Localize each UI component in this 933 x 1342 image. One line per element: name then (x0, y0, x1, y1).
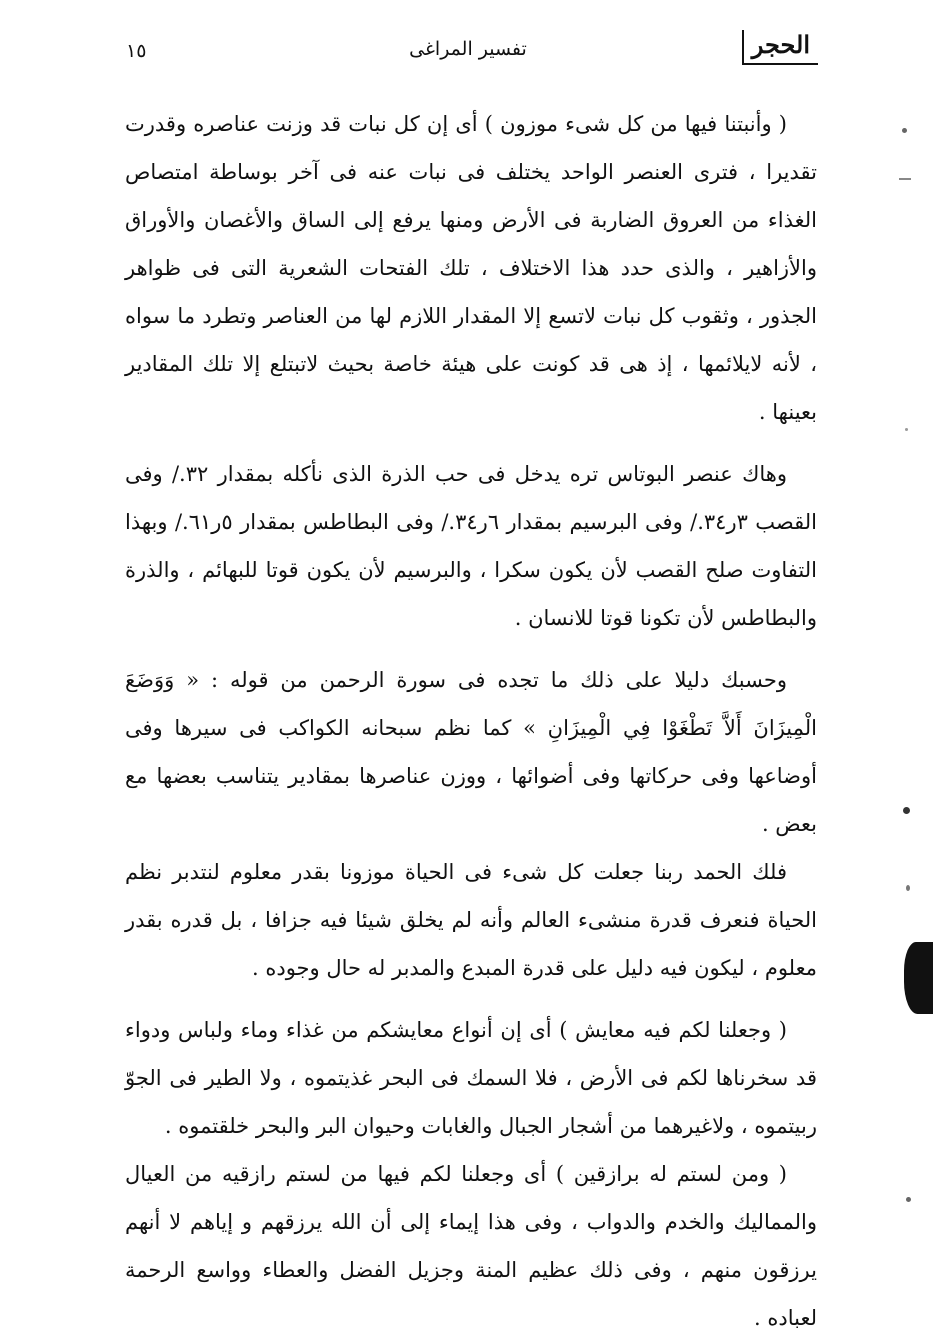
scan-speck (902, 128, 907, 133)
chapter-name: الحجر (742, 30, 818, 65)
page-body (125, 100, 817, 1342)
ink-blot (904, 942, 933, 1014)
paragraph-5: ( وجعلنا لكم فيه معايش ) أى إن أنواع معايشكم من غذاء وماء ولباس ودواء قد سخرناها لكم فى الأرض ، فلا السمك فى البحر غذيتموه ، ولا الطير فى الجوّ ربيتموه ، ولاغيرهما من أشجار الجبال والغابات وحيوان البر والبحر خلقتموه . (125, 1018, 817, 1138)
scan-speck (903, 807, 910, 814)
paragraph-2: وهاك عنصر البوتاس تره يدخل فى حب الذرة الذى نأكله بمقدار ٣٢./ وفى القصب ٣ر٣٤./ وفى البرسيم بمقدار ٦ر٣٤./ وفى البطاطس بمقدار ٥ر٦١./ وبهذا التفاوت صلح القصب لأن يكون سكرا ، والبرسيم لأن يكون قوتا للبهائم ، والذرة والبطاطس لأن تكونا قوتا للانسان . (125, 462, 817, 630)
book-title: تفسير المراغى (409, 38, 527, 60)
scan-speck (905, 428, 908, 431)
paragraph-4: فلك الحمد ربنا جعلت كل شىء فى الحياة موزونا بقدر معلوم لنتدبر نظم الحياة فنعرف قدرة منشىء العالم وأنه لم يخلق شيئا فيه جزافا ، بل قدره بقدر معلوم ، ليكون فيه دليل على قدرة المبدع والمدبر له حال وجوده . (125, 860, 817, 980)
scan-speck (899, 178, 911, 180)
scan-speck (906, 885, 910, 891)
paragraph-6: ( ومن لستم له برازقين ) أى وجعلنا لكم فيها من لستم رازقيه من العيال والمماليك والخدم والدواب ، وفى هذا إيماء إلى أن الله يرزقهم و إياهم لا أنهم يرزقون منهم ، وفى ذلك عظيم المنة وجزيل الفضل والعطاء وواسع الرحمة لعباده . (125, 1162, 817, 1330)
scan-speck (906, 1197, 911, 1202)
page-header (118, 22, 818, 72)
paragraph-1: ( وأنبتنا فيها من كل شىء موزون ) أى إن كل نبات قد وزنت عناصره وقدرت تقديرا ، فترى العنصر الواحد يختلف فى نبات عنه فى آخر بوساطة امتصاص الغذاء من العروق الضاربة فى الأرض ومنها يرفع إلى الساق والأغصان والأوراق والأزاهير ، والذى حدد هذا الاختلاف ، تلك الفتحات الشعرية التى فى ظواهر الجذور ، وثقوب كل نبات لاتسع إلا المقدار اللازم لها من العناصر وتطرد ما سواه ، لأنه لايلائمها ، إذ هى قد كونت على هيئة خاصة بحيث لاتبتلع إلا تلك المقادير بعينها . (125, 112, 817, 424)
page-number: ١٥ (126, 40, 147, 62)
paragraph-3: وحسبك دليلا على ذلك ما تجده فى سورة الرحمن من قوله : « وَوَضَعَ الْمِيزَانَ أَلاَّ تَطْغَوْا فِي الْمِيزَانِ » كما نظم سبحانه الكواكب فى سيرها وفى أوضاعها وفى حركاتها وفى أضوائها ، ووزن عناصرها بمقادير يتناسب بعضها مع بعض . (125, 668, 817, 836)
